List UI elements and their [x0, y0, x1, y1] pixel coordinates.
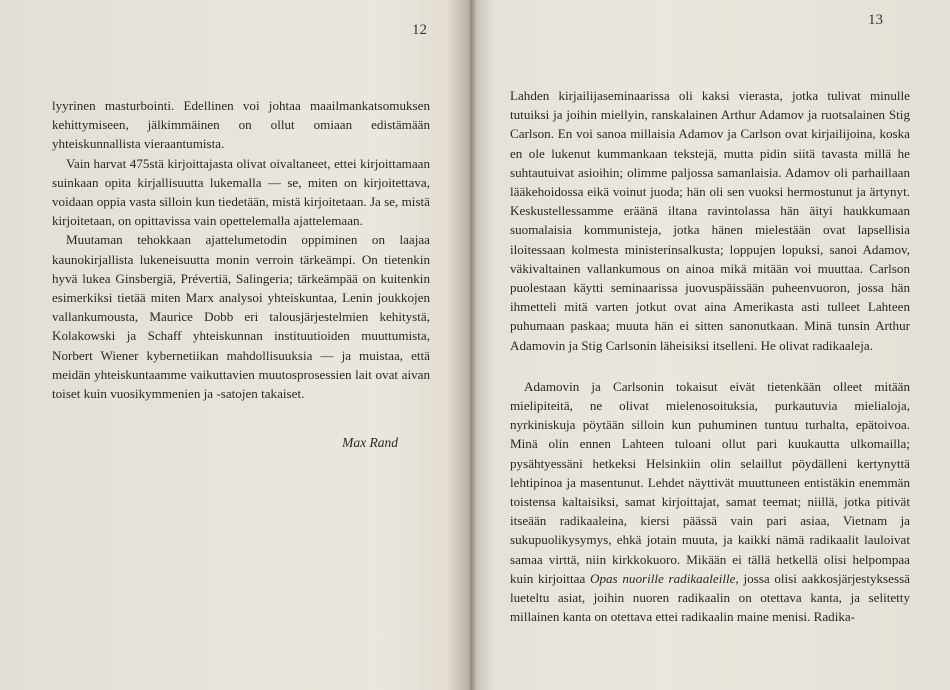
paragraph: Muutaman tehokkaan ajattelumetodin oppiminen on laajaa kaunokirjallista lukeneisuutta monin verroin tärkeämpi. On tietenkin hyvä lukea Ginsbergiä, Prévertiä, Salingeria; tärkeämpää on kuitenkin esimerkiksi tietää miten Marx analysoi yhteiskuntaa, Lenin joukkojen vallankumousta, Maurice Dobb eri talousjärjestelmien kehitystä, Kolakowski ja Schaff yhteiskunnan instituutioiden muuttumista, Norbert Wiener kybernetiikan mahdollisuuksia — ja muistaa, että meidän yhteiskuntaamme vaikuttavien muutosprosessien lait ovat aivan toiset kuin vuosikymmenien ja -satojen takaiset.	[52, 232, 430, 402]
paragraph-text: Adamovin ja Carlsonin tokaisut eivät tietenkään olleet mitään mielipiteitä, ne olivat mielenosoituksia, purkautuvia mielialoja, nyrkiniskuja pöytään silloin kun puhuminen tuntuu turhalta, epätoivoa. Minä olin ennen Lahteen tuloani ollut pari kuukautta ulkomailla; pysähtyessäni hetkeksi Helsinkiin olin selaillut pöydälleni kertynyttä lehtipinoa ja masentunut. Lehdet näyttivät muuttuneen entistäkin enemmän toistensa kaltaisiksi, samat kirjoittajat, samat teemat; niillä, jotka pitivät itseään radikaaleina, kiersi päässä vain pari asiaa, Vietnam ja sukupuolikysymys, ehkä jotain muuta, ja kaikki nämä radikaalit lauloivat samaa virttä, niin kirkkokuoro. Mikään ei tällä hetkellä olisi helpompaa kuin kirjoittaa	[510, 378, 910, 586]
paragraph: Lahden kirjailijaseminaarissa oli kaksi vierasta, jotka tulivat minulle tutuiksi ja joihin miellyin, ranskalainen Arthur Adamov ja ruotsalainen Stig Carlson. En voi sanoa millaisia Adamov ja Carlson ovat kirjailijoina, koska en ole lukenut kummankaan tekstejä, mutta pidin siitä tavasta millä he suhtautuivat asioihin; olimme paljossa samanlaisia. Adamov oli parhaillaan lääkehoidossa eikä voinut juoda; hän oli sen vuoksi hermostunut ja ärtynyt. Keskustellessamme eräänä iltana ravintolassa hän äityi haukkumaan suomalaisia kommunisteja, jotka hänen mielestään ovat lapsellisia iloitessaan kolmesta ministerinsalkusta; loppujen lopuksi, sanoi Adamov, väkivaltainen vallankumous on ainoa mikä mitään voi muuttaa. Carlson puolestaan käytti seminaarissa juovuspäissään puheenvuoron, jossa hän ihmetteli mitä varten jotkut ovat aina Amerikasta asti tulleet Lahteen puhumaan paskaa; muuta hän ei sitten sanonutkaan. Minä tunsin Arthur Adamovin ja Stig Carlsonin läheisiksi itselleni. He olivat radikaaleja.	[510, 88, 910, 353]
page-number: 13	[868, 12, 883, 28]
book-title: Opas nuorille radikaaleille,	[589, 570, 739, 586]
page-number: 12	[412, 22, 427, 38]
paragraph: Vain harvat 475stä kirjoittajasta olivat oivaltaneet, ettei kirjoittamaan suinkaan opita kirjallisuutta lukemalla — se, miten on kirjoitettava, voidaan oppia vasta silloin kun tiedetään, mistä kirjoitetaan. Ja se, mistä kirjoitetaan, on opittavissa vain opettelemalla ajattelemaan.	[52, 155, 430, 229]
left-page-body	[52, 96, 430, 403]
right-page-body	[510, 86, 910, 626]
paragraph	[510, 377, 910, 627]
paragraph-text: jossa olisi aakkosjärjestyksessä lueteltu asiat, joihin nuoren radikaalin on otettava kanta, ja selitetty millainen kanta on otettava ettei radikaalin maine menisi. Radika-	[510, 570, 910, 625]
paragraph: lyyrinen masturbointi. Edellinen voi johtaa maailmankatsomuksen kehittymiseen, jälkimmäinen on ollut omiaan edistämään yhteiskunnallista vieraantumista.	[52, 98, 430, 152]
right-page	[474, 0, 950, 690]
author-signature: Max Rand	[342, 435, 398, 450]
left-page	[0, 0, 470, 690]
